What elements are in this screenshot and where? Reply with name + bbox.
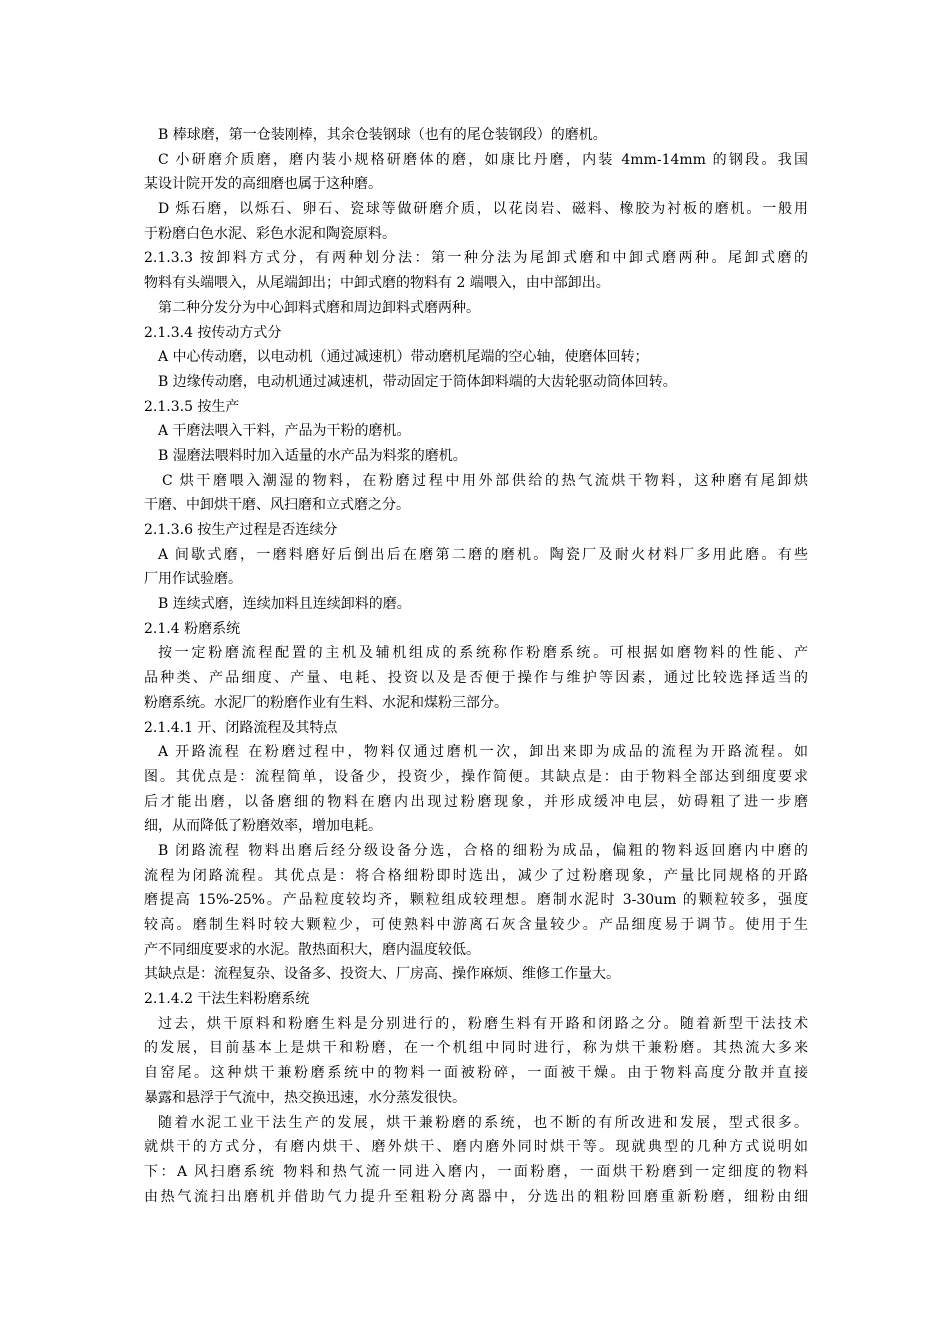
text-line: C 烘干磨喂入潮湿的物料，在粉磨过程中用外部供给的热气流烘干物料，这种磨有尾卸烘 [162,472,808,489]
text-line: 流程为闭路流程。其优点是：将合格细粉即时选出，减少了过粉磨现象，产量比同规格的开路 [144,867,808,884]
text-line: 品种类、产品细度、产量、电耗、投资以及是否便于操作与维护等因素，通过比较选择适当的 [144,670,808,687]
text-line: 粉磨系统。水泥厂的粉磨作业有生料、水泥和煤粉三部分。 [144,694,508,711]
text-line: A 中心传动磨，以电动机（通过减速机）带动磨机尾端的空心轴，使磨体回转； [158,349,649,366]
text-line: 某设计院开发的高细磨也属于这种磨。 [144,176,382,193]
text-line: 细，从而降低了粉磨效率，增加电耗。 [144,818,382,835]
text-line: A 开路流程 在粉磨过程中，物料仅通过磨机一次，卸出来即为成品的流程为开路流程。如 [158,744,808,761]
text-line: B 闭路流程 物料出磨后经分级设备分选，合格的细粉为成品，偏粗的物料返回磨内中磨的 [158,842,808,859]
text-line: 2.1.4.2 干法生料粉磨系统 [144,991,310,1008]
text-line: 2.1.3.3 按卸料方式分，有两种划分法：第一种分法为尾卸式磨和中卸式磨两种。尾卸式磨的 [144,250,808,267]
text-line: 2.1.3.6 按生产过程是否连续分 [144,522,338,538]
text-line: 自窑尾。这种烘干兼粉磨系统中的物料一面被粉碎，一面被干燥。由于物料高度分散并直接 [144,1065,808,1082]
text-line: A 间歇式磨，一磨料磨好后倒出后在磨第二磨的磨机。陶瓷厂及耐火材料厂多用此磨。有些 [158,546,808,563]
text-line: 2.1.4 粉磨系统 [144,620,241,637]
text-line: 物料有头端喂入，从尾端卸出；中卸式磨的物料有 2 端喂入，由中部卸出。 [144,275,610,292]
text-line: 产不同细度要求的水泥。散热面积大，磨内温度较低。 [144,941,480,958]
text-line: D 烁石磨，以烁石、卵石、瓷球等做研磨介质，以花岗岩、磁料、橡胶为衬板的磨机。一般用 [158,201,808,218]
document-body [144,123,808,1209]
text-line: 厂用作试验磨。 [144,571,242,588]
text-line: C 小研磨介质磨，磨内装小规格研磨体的磨，如康比丹磨，内装 4mm-14mm 的钢段。我国 [158,151,808,168]
text-line: 的发展，目前基本上是烘干和粉磨，在一个机组中同时进行，称为烘干兼粉磨。其热流大多来 [144,1040,808,1057]
text-line: 2.1.4.1 开、闭路流程及其特点 [144,719,338,736]
text-line: 2.1.3.4 按传动方式分 [144,324,282,341]
text-line: B 连续式磨，连续加料且连续卸料的磨。 [158,596,411,613]
text-line: 下：A 风扫磨系统 物料和热气流一同进入磨内，一面粉磨，一面烘干粉磨到一定细度的物料 [144,1163,808,1180]
text-line: 暴露和悬浮于气流中，热交换迅速，水分蒸发很快。 [144,1089,466,1106]
text-line: B 边缘传动磨，电动机通过减速机，带动固定于筒体卸料端的大齿轮驱动筒体回转。 [158,373,677,390]
text-line: 干磨、中卸烘干磨、风扫磨和立式磨之分。 [144,497,410,514]
text-line: B 棒球磨，第一仓装刚棒，其余仓装钢球（也有的尾仓装钢段）的磨机。 [158,127,607,143]
text-line: 就烘干的方式分，有磨内烘干、磨外烘干、磨内磨外同时烘干等。现就典型的几种方式说明如 [144,1139,808,1156]
text-line: 2.1.3.5 按生产 [144,398,240,415]
text-line: 其缺点是：流程复杂、设备多、投资大、厂房高、操作麻烦、维修工作量大。 [144,966,620,983]
text-line: 随着水泥工业干法生产的发展，烘干兼粉磨的系统，也不断的有所改进和发展，型式很多。 [158,1114,808,1131]
text-line: 较高。磨制生料时较大颗粒少，可使熟料中游离石灰含量较少。产品细度易于调节。使用于生 [144,917,808,933]
text-line: 按一定粉磨流程配置的主机及辅机组成的系统称作粉磨系统。可根据如磨物料的性能、产 [158,645,808,662]
text-line: A 干磨法喂入干料，产品为干粉的磨机。 [158,423,411,440]
text-line: 图。其优点是：流程简单，设备少，投资少，操作简便。其缺点是：由于物料全部达到细度要求 [144,768,808,785]
text-line: B 湿磨法喂料时加入适量的水产品为料浆的磨机。 [158,447,467,464]
text-line: 磨提高 15%-25%。产品粒度较均齐，颗粒组成较理想。磨制水泥时 3-30um 的颗粒较多，强度 [144,892,808,909]
text-line: 后才能出磨，以备磨细的物料在磨内出现过粉磨现象，并形成缓冲电层，妨碍粗了进一步磨 [144,793,808,810]
text-line: 于粉磨白色水泥、彩色水泥和陶瓷原料。 [144,225,396,242]
text-line: 由热气流扫出磨机并借助气力提升至粗粉分离器中，分选出的粗粉回磨重新粉磨，细粉由细 [144,1188,808,1205]
text-line: 过去，烘干原料和粉磨生料是分别进行的，粉磨生料有开路和闭路之分。随着新型干法技术 [158,1015,808,1032]
text-line: 第二种分发分为中心卸料式磨和周边卸料式磨两种。 [158,299,480,316]
